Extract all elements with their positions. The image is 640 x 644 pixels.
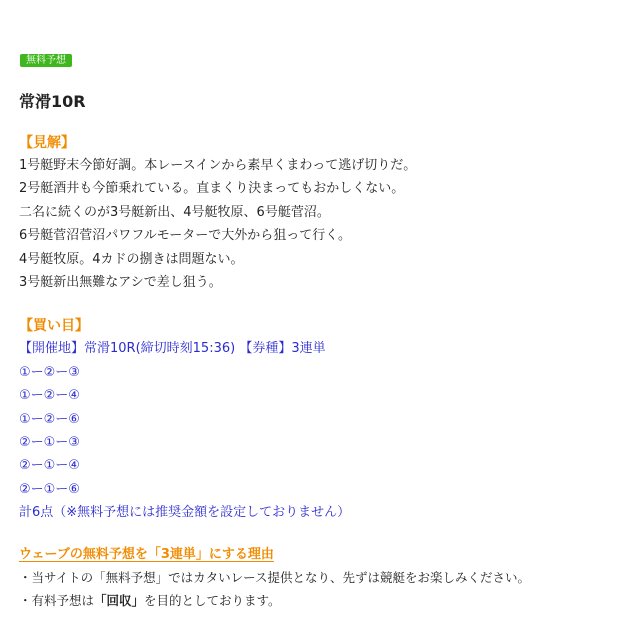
combination-item: ①ー②ー⑥ bbox=[19, 411, 80, 427]
analysis-line: 4号艇牧原。4カドの捌きは問題ない。 bbox=[19, 251, 244, 267]
analysis-line: 1号艇野末今節好調。本レースインから素早くまわって逃げ切りだ。 bbox=[19, 158, 417, 173]
venue-line: 【開催地】常滑10R(締切時刻15:36) 【券種】3連単 bbox=[19, 341, 326, 357]
reason-section bbox=[19, 543, 619, 612]
reason-note-free: ・当サイトの「無料予想」ではカタいレース提供となり、先ずは競艇をお楽しみください。 bbox=[19, 569, 531, 585]
race-title: 常滑10R bbox=[19, 92, 86, 111]
prediction-article bbox=[19, 48, 619, 612]
analysis-line: 二名に続くのが3号艇新出、4号艇牧原、6号艇菅沼。 bbox=[19, 204, 330, 220]
analysis-heading: 【見解】 bbox=[19, 135, 75, 151]
analysis-line: 6号艇菅沼菅沼パワフルモーターで大外から狙って行く。 bbox=[19, 228, 351, 244]
purchase-section bbox=[19, 316, 619, 524]
purchase-heading: 【買い目】 bbox=[19, 318, 89, 335]
total-points: 計6点（※無料予想には推奨金額を設定しておりません） bbox=[19, 505, 351, 521]
reason-note-strong: 「回収」 bbox=[94, 592, 145, 608]
combination-item: ②ー①ー③ bbox=[19, 435, 80, 451]
reason-note-paid bbox=[19, 589, 619, 612]
analysis-section bbox=[19, 133, 619, 294]
analysis-line: 2号艇酒井も今節乗れている。直まくり決まってもおかしくない。 bbox=[19, 181, 405, 197]
free-prediction-badge bbox=[19, 48, 619, 67]
combination-item: ①ー②ー③ bbox=[19, 364, 80, 380]
analysis-line: 3号艇新出無難なアシで差し狙う。 bbox=[19, 275, 222, 291]
reason-note-suffix: を目的としております。 bbox=[144, 592, 281, 608]
combination-item: ②ー①ー④ bbox=[19, 458, 80, 474]
combination-item: ②ー①ー⑥ bbox=[19, 481, 80, 497]
reason-heading: ウェーブの無料予想を「3連単」にする理由 bbox=[19, 546, 274, 562]
combination-item: ①ー②ー④ bbox=[19, 388, 80, 404]
reason-note-prefix: ・有料予想は bbox=[19, 592, 95, 608]
badge-label: 無料予想 bbox=[20, 54, 72, 67]
